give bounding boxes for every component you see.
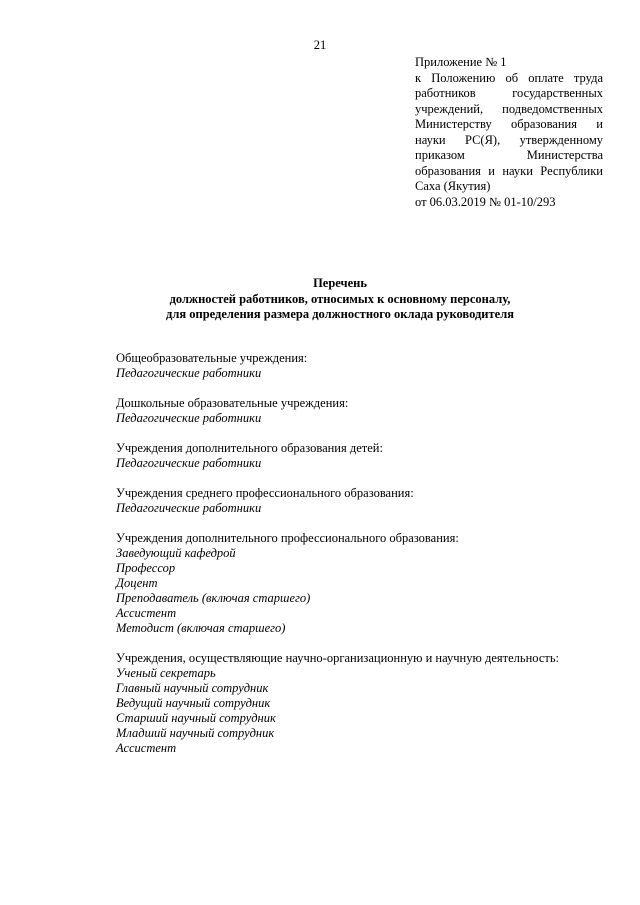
institution-section [116,351,616,381]
institution-section [116,486,616,516]
institution-section [116,441,616,471]
position-item: Доцент [116,576,158,590]
appendix-line: к Положению об оплате труда [415,70,603,85]
page-number: 21 [313,38,327,52]
position-item: Ассистент [116,606,177,620]
position-item: Педагогические работники [116,411,262,425]
positions-list [116,351,616,771]
section-heading: Учреждения дополнительного образования детей: [116,441,383,455]
institution-section [116,651,616,756]
position-item: Преподаватель (включая старшего) [116,591,311,605]
appendix-block [415,55,603,210]
section-heading: Общеобразовательные учреждения: [116,351,308,365]
position-item: Профессор [116,561,176,575]
title-line: должностей работников, относимых к основному персоналу, [169,291,511,306]
position-item: Педагогические работники [116,366,262,380]
appendix-title: Приложение № 1 [415,55,507,69]
position-item: Педагогические работники [116,501,262,515]
title-line: Перечень [313,276,367,290]
appendix-line: учреждений, подведомственных [415,101,603,116]
position-item: Ассистент [116,741,177,755]
appendix-line: Министерству образования и [415,117,603,131]
institution-section [116,531,616,636]
appendix-line: работников государственных [415,86,603,100]
section-heading: Учреждения, осуществляющие научно-организационную и научную деятельность: [116,651,559,665]
appendix-line: образования и науки Республики [415,163,603,178]
position-item: Заведующий кафедрой [116,546,236,560]
institution-section [116,396,616,426]
section-heading: Учреждения дополнительного профессионального образования: [116,531,459,545]
position-item: Педагогические работники [116,456,262,470]
title-line: для определения размера должностного оклада руководителя [166,307,514,321]
section-heading: Учреждения среднего профессионального образования: [116,486,414,500]
appendix-line: науки РС(Я), утвержденному [415,132,603,147]
document-title [0,276,640,323]
section-heading: Дошкольные образовательные учреждения: [116,396,349,410]
position-item: Старший научный сотрудник [116,711,276,725]
position-item: Методист (включая старшего) [116,621,286,635]
appendix-line: приказом Министерства [415,148,603,162]
position-item: Ученый секретарь [116,666,216,680]
appendix-order: от 06.03.2019 № 01-10/293 [415,194,556,209]
appendix-line: Саха (Якутия) [415,179,491,193]
position-item: Ведущий научный сотрудник [116,696,271,710]
position-item: Младший научный сотрудник [116,726,275,740]
position-item: Главный научный сотрудник [116,681,269,695]
